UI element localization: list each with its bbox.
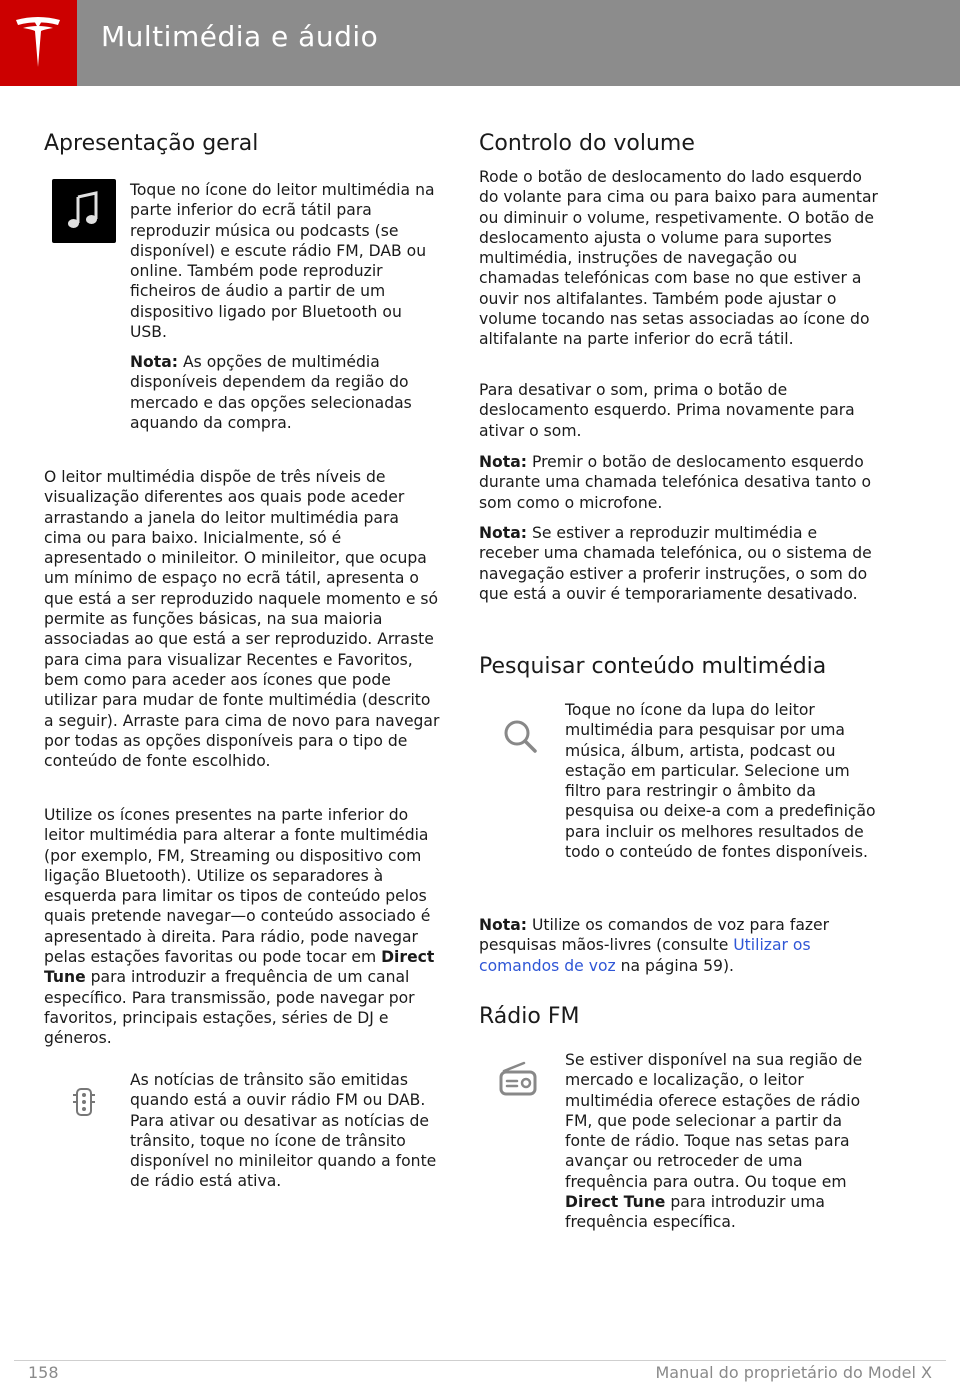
search-text: Toque no ícone da lupa do leitor multimédia para pesquisar por uma música, álbum, artista, podcast ou estação em particular. Selecione um filtro para restringir o âmbito da pesquisa ou deixe-a com a predefinição para incluir os melhores resultados de todo o conteúdo de fontes disponíveis. [565, 701, 876, 862]
note-text-b: na página 59). [615, 956, 734, 975]
traffic-news-text: As notícias de trânsito são emitidas quando está a ouvir rádio FM ou DAB. Para ativar ou desativar as notícias de trânsito, toque no ícone de trânsito disponível no minileitor quando a fonte de rádio está ativa. [130, 1071, 437, 1191]
overview-heading: Apresentação geral [44, 131, 259, 156]
page-number: 158 [28, 1363, 59, 1382]
fm-radio-heading: Rádio FM [479, 1004, 580, 1029]
traffic-icon-wrap [70, 1087, 98, 1123]
voice-commands-link[interactable]: Utilizar os comandos de voz [479, 936, 811, 975]
footer-divider [14, 1360, 946, 1361]
volume-heading: Controlo do volume [479, 131, 695, 156]
sources-text-b: para introduzir a frequência de um canal específico. Para transmissão, pode navegar por favoritos, principais estações, séries de DJ e géneros. [44, 968, 415, 1048]
volume-note-2 [479, 523, 879, 604]
direct-tune-label: Direct Tune [565, 1193, 666, 1212]
voice-command-note [479, 915, 879, 976]
intro-note [130, 352, 440, 433]
note-text: As opções de multimédia disponíveis dependem da região do mercado e das opções selecionadas aquando da compra. [130, 353, 412, 432]
note-text: Se estiver a reproduzir multimédia e receber uma chamada telefónica, ou o sistema de navegação estiver a proferir instruções, o som do que está a ouvir é temporariamente desativado. [479, 524, 872, 603]
radio-icon [498, 1061, 538, 1097]
music-note-icon [52, 179, 116, 243]
magnifier-icon [502, 718, 538, 754]
viewing-levels-paragraph: O leitor multimédia dispõe de três níveis de visualização diferentes aos quais pode aceder arrastando a janela do leitor multimédia para cima ou para baixo. Inicialmente, só é apresentado o minileitor. O minileitor, que ocupa um mínimo de espaço no ecrã tátil, apresenta o que está a ser reproduzido naquele momento e só permite as funções básicas, na sua maioria associadas ao que está a ser reproduzido. Arraste para cima para visualizar Recentes e Favoritos, bem como para aceder aos ícones que pode utilizar para mudar de fonte multimédia (descrito a seguir). Arraste para cima de novo para navegar por todas as opções disponíveis para o tipo de conteúdo de fonte escolhido. [44, 468, 440, 771]
brand-logo [0, 0, 77, 86]
sources-text-a: Utilize os ícones presentes na parte inferior do leitor multimédia para alterar a fonte multimédia (por exemplo, FM, Streaming ou dispositivo com ligação Bluetooth). Utilize os separadores à esquerda para limitar os tipos de conteúdo pelos quais pretende navegar—o conteúdo associado é apresentado à direita. Para rádio, pode navegar pelas estações favoritas ou pode tocar em [44, 806, 431, 967]
note-label: Nota: [479, 916, 527, 934]
note-label: Nota: [130, 353, 178, 371]
section-title: Multimédia e áudio [101, 20, 379, 53]
fm-radio-text [565, 1050, 880, 1233]
tesla-logo-icon [14, 17, 62, 69]
page-header [0, 0, 960, 86]
note-label: Nota: [479, 453, 527, 471]
radio-icon-wrap [498, 1061, 538, 1101]
volume-note-1 [479, 452, 879, 513]
volume-paragraph-1: Rode o botão de deslocamento do lado esquerdo do volante para cima ou para baixo para aumentar ou diminuir o volume, respetivamente. O botão de deslocamento ajusta o volume para suportes multimédia, instruções de navegação ou chamadas telefónicas com base no que estiver a ouvir nos altifalantes. Também pode ajustar o volume tocando nas setas associadas ao ícone do altifalante na parte inferior do ecrã tátil. [479, 168, 878, 349]
search-icon-wrap [502, 718, 538, 758]
sources-paragraph [44, 805, 440, 1049]
traffic-light-icon [70, 1087, 98, 1119]
search-heading: Pesquisar conteúdo multimédia [479, 654, 827, 679]
note-text-a: Utilize os comandos de voz para fazer pesquisas mãos-livres (consulte [479, 916, 830, 955]
intro-text: Toque no ícone do leitor multimédia na parte inferior do ecrã tátil para reproduzir música ou podcasts (se disponível) e escute rádio FM, DAB ou online. Também pode reproduzir ficheiros de áudio a partir de um dispositivo ligado por Bluetooth ou USB. [130, 181, 435, 342]
manual-title: Manual do proprietário do Model X [655, 1363, 932, 1382]
fm-text-a: Se estiver disponível na sua região de mercado e localização, o leitor multimédia oferece estações de rádio FM, que pode selecionar a partir da fonte de rádio. Toque nas setas para avançar ou retroceder de uma frequência para outra. Ou toque em [565, 1051, 863, 1191]
volume-paragraph-2: Para desativar o som, prima o botão de deslocamento esquerdo. Prima novamente para ativar o som. [479, 381, 855, 440]
note-text: Premir o botão de deslocamento esquerdo durante uma chamada telefónica desativa tanto o som como o microfone. [479, 453, 872, 512]
direct-tune-label: Direct Tune [44, 948, 435, 987]
media-player-tile [52, 179, 116, 243]
fm-text-b: para introduzir uma frequência específica. [565, 1193, 825, 1232]
note-label: Nota: [479, 524, 527, 542]
